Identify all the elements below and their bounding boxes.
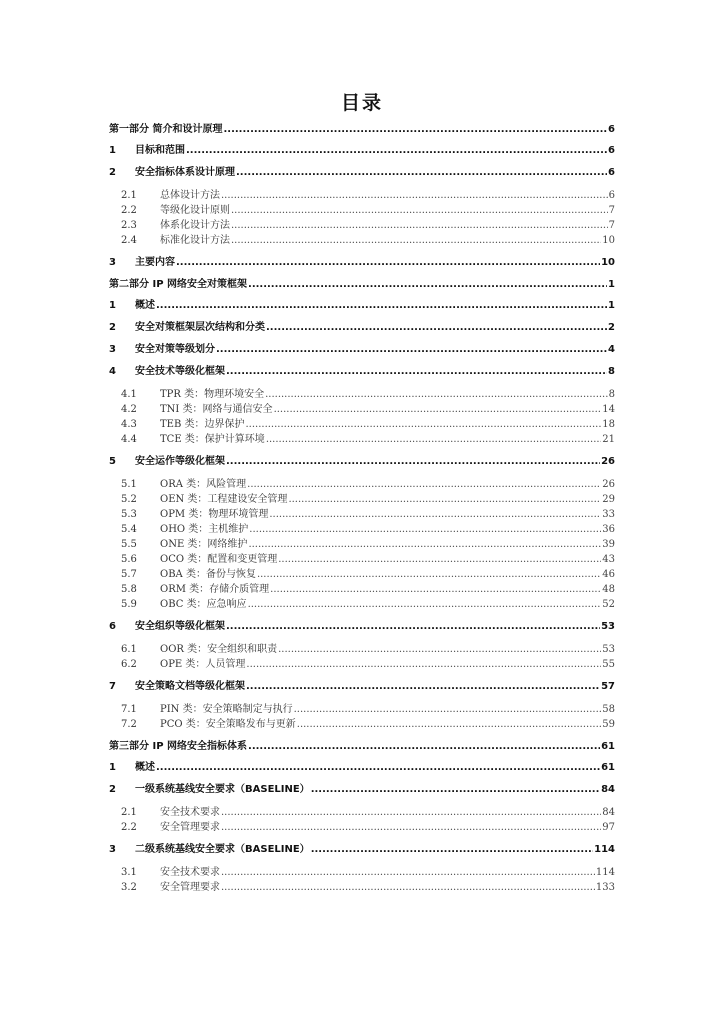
toc-entry-sec[interactable] [109, 451, 615, 473]
toc-entry-label: OEN 类：工程建设安全管理 [160, 494, 288, 505]
toc-entry-sub[interactable] [109, 567, 615, 582]
dot-leader [278, 642, 601, 657]
toc-entry-page-number: 4 [608, 344, 615, 355]
toc-entry-page-number: 6 [608, 124, 615, 135]
dot-leader [221, 880, 595, 895]
dot-leader [265, 387, 608, 402]
dot-leader [226, 616, 600, 638]
toc-entry-sub[interactable] [109, 492, 615, 507]
toc-entry-number: 4.4 [121, 434, 137, 445]
dot-leader [249, 522, 601, 537]
dot-leader [270, 582, 601, 597]
dot-leader [231, 203, 608, 218]
toc-entry-number: 4.3 [121, 419, 137, 430]
toc-entry-label: 安全对策等级划分 [135, 344, 215, 355]
toc-entry-sub[interactable] [109, 582, 615, 597]
toc-entry-label: 标准化设计方法 [160, 235, 230, 246]
toc-entry-label: 安全组织等级化框架 [135, 621, 225, 632]
toc-entry-number: 5.2 [121, 494, 137, 505]
toc-entry-label: 安全技术要求 [160, 867, 220, 878]
toc-entry-page-number: 29 [602, 494, 615, 505]
toc-entry-page-number: 61 [601, 741, 615, 752]
toc-entry-number: 2.2 [121, 205, 137, 216]
toc-entry-sub[interactable] [109, 552, 615, 567]
toc-entry-label: OHO 类：主机维护 [160, 524, 249, 535]
dot-leader [257, 567, 601, 582]
toc-entry-sub[interactable] [109, 233, 615, 248]
toc-entry-number: 2.2 [121, 822, 137, 833]
dot-leader [247, 477, 601, 492]
toc-entry-page-number: 114 [595, 867, 615, 878]
toc-entry-label: 第三部分 IP 网络安全指标体系 [109, 741, 248, 752]
toc-entry-number: 5.9 [121, 599, 137, 610]
toc-entry-sub[interactable] [109, 522, 615, 537]
dot-leader [216, 339, 607, 361]
toc-entry-sub[interactable] [109, 432, 615, 447]
toc-entry-label: 一级系统基线安全要求（BASELINE） [135, 784, 310, 795]
dot-leader [221, 188, 608, 203]
toc-entry-number: 5.1 [121, 479, 137, 490]
dot-leader [294, 702, 602, 717]
toc-entry-page-number: 18 [602, 419, 615, 430]
toc-entry-page-number: 84 [601, 784, 615, 795]
toc-entry-label: 安全对策框架层次结构和分类 [135, 322, 265, 333]
toc-entry-number: 3 [109, 344, 116, 355]
toc-entry-number: 2 [109, 784, 116, 795]
toc-entry-sec[interactable] [109, 361, 615, 383]
toc-entry-number: 5.7 [121, 569, 137, 580]
toc-entry-number: 6 [109, 621, 116, 632]
toc-entry-number: 4.1 [121, 389, 137, 400]
dot-leader [266, 432, 601, 447]
dot-leader [231, 233, 601, 248]
toc-entry-page-number: 10 [601, 257, 615, 268]
toc-entry-number: 4 [109, 366, 116, 377]
toc-entry-page-number: 6 [608, 145, 615, 156]
page-title: 目录 [340, 92, 383, 114]
toc-entry-label: TPR 类：物理环境安全 [160, 389, 265, 400]
toc-entry-sub[interactable] [109, 820, 615, 835]
dot-leader [221, 805, 601, 820]
toc-entry-page-number: 53 [601, 621, 615, 632]
toc-entry-page-number: 14 [602, 404, 615, 415]
dot-leader [186, 140, 607, 162]
toc-entry-number: 1 [109, 762, 116, 773]
toc-entry-number: 5.6 [121, 554, 137, 565]
toc-entry-sec[interactable] [109, 140, 615, 162]
toc-entry-page-number: 58 [602, 704, 615, 715]
toc-entry-label: 安全策略文档等级化框架 [135, 681, 245, 692]
toc-entry-page-number: 57 [601, 681, 615, 692]
toc-entry-page-number: 21 [602, 434, 615, 445]
toc-entry-label: 等级化设计原则 [160, 205, 230, 216]
toc-entry-number: 3.1 [121, 867, 137, 878]
toc-entry-sub[interactable] [109, 597, 615, 612]
dot-leader [236, 162, 607, 184]
toc-entry-number: 5.5 [121, 539, 137, 550]
dot-leader [226, 451, 600, 473]
toc-entry-page-number: 53 [602, 644, 615, 655]
toc-entry-label: PCO 类：安全策略发布与更新 [160, 719, 296, 730]
toc-entry-sub[interactable] [109, 642, 615, 657]
dot-leader [269, 507, 601, 522]
toc-entry-sub[interactable] [109, 477, 615, 492]
toc-entry-page-number: 46 [602, 569, 615, 580]
toc-entry-label: 安全运作等级化框架 [135, 456, 225, 467]
dot-leader [311, 779, 600, 801]
toc-entry-label: 二级系统基线安全要求（BASELINE） [135, 844, 310, 855]
toc-entry-sub[interactable] [109, 805, 615, 820]
toc-entry-number: 7.1 [121, 704, 137, 715]
toc-entry-number: 2.4 [121, 235, 137, 246]
dot-leader [176, 252, 600, 274]
toc-entry-label: 概述 [135, 762, 155, 773]
dot-leader [248, 597, 602, 612]
toc-entry-sec[interactable] [109, 339, 615, 361]
toc-entry-page-number: 6 [608, 190, 615, 201]
toc-entry-number: 6.1 [121, 644, 137, 655]
toc-entry-label: ONE 类：网络维护 [160, 539, 248, 550]
toc-entry-page-number: 48 [602, 584, 615, 595]
toc-entry-page-number: 10 [602, 235, 615, 246]
toc-entry-sec[interactable] [109, 779, 615, 801]
toc-entry-sub[interactable] [109, 537, 615, 552]
toc-entry-number: 5.3 [121, 509, 137, 520]
toc-entry-sub[interactable] [109, 880, 615, 895]
toc-entry-label: 主要内容 [135, 257, 175, 268]
toc-entry-sub[interactable] [109, 218, 615, 233]
dot-leader [288, 492, 601, 507]
dot-leader [221, 820, 601, 835]
toc-entry-number: 2.1 [121, 190, 137, 201]
dot-leader [156, 757, 600, 779]
toc-entry-number: 1 [109, 300, 116, 311]
toc-entry-page-number: 8 [608, 366, 615, 377]
dot-leader [311, 839, 593, 861]
toc-entry-number: 7 [109, 681, 116, 692]
toc-entry-label: OOR 类：安全组织和职责 [160, 644, 278, 655]
toc-entry-page-number: 61 [601, 762, 615, 773]
dot-leader [246, 417, 602, 432]
toc-entry-sec[interactable] [109, 757, 615, 779]
toc-entry-page-number: 8 [608, 389, 615, 400]
toc-entry-label: 第二部分 IP 网络安全对策框架 [109, 279, 248, 290]
toc-entry-number: 3.2 [121, 882, 137, 893]
toc-entry-sub[interactable] [109, 203, 615, 218]
toc-entry-number: 2 [109, 322, 116, 333]
toc-entry-sub[interactable] [109, 387, 615, 402]
toc-entry-label: TEB 类：边界保护 [160, 419, 245, 430]
toc-entry-page-number: 43 [602, 554, 615, 565]
dot-leader [248, 537, 601, 552]
toc-entry-sec[interactable] [109, 162, 615, 184]
toc-entry-label: OCO 类：配置和变更管理 [160, 554, 278, 565]
toc-entry-label: 目标和范围 [135, 145, 185, 156]
dot-leader [221, 865, 595, 880]
dot-leader [226, 361, 607, 383]
toc-entry-page-number: 26 [602, 479, 615, 490]
dot-leader [156, 295, 607, 317]
toc-entry-sec[interactable] [109, 676, 615, 698]
dot-leader [297, 717, 602, 732]
toc-entry-label: TNI 类：网络与通信安全 [160, 404, 273, 415]
toc-entry-label: 第一部分 简介和设计原理 [109, 124, 223, 135]
dot-leader [266, 317, 607, 339]
toc-entry-label: 安全技术等级化框架 [135, 366, 225, 377]
toc-entry-label: OBC 类：应急响应 [160, 599, 247, 610]
toc-entry-sub[interactable] [109, 188, 615, 203]
toc-entry-number: 2.3 [121, 220, 137, 231]
toc-entry-number: 3 [109, 844, 116, 855]
toc-entry-page-number: 97 [602, 822, 615, 833]
toc-entry-label: PIN 类：安全策略制定与执行 [160, 704, 293, 715]
dot-leader [248, 736, 600, 757]
toc-entry-sub[interactable] [109, 717, 615, 732]
toc-entry-page-number: 33 [602, 509, 615, 520]
toc-entry-number: 5.4 [121, 524, 137, 535]
toc-entry-label: OPM 类：物理环境管理 [160, 509, 269, 520]
toc-entry-page-number: 55 [602, 659, 615, 670]
toc-entry-page-number: 59 [602, 719, 615, 730]
toc-entry-sub[interactable] [109, 865, 615, 880]
toc-entry-number: 3 [109, 257, 116, 268]
toc-entry-sub[interactable] [109, 417, 615, 432]
toc-entry-number: 7.2 [121, 719, 137, 730]
table-of-contents [109, 119, 615, 899]
toc-entry-number: 4.2 [121, 404, 137, 415]
toc-entry-sec[interactable] [109, 295, 615, 317]
toc-entry-page-number: 26 [601, 456, 615, 467]
toc-entry-sub[interactable] [109, 402, 615, 417]
toc-entry-number: 6.2 [121, 659, 137, 670]
toc-entry-label: OPE 类：人员管理 [160, 659, 246, 670]
toc-entry-page-number: 52 [602, 599, 615, 610]
toc-entry-label: TCE 类：保护计算环境 [160, 434, 265, 445]
toc-entry-label: ORM 类：存储介质管理 [160, 584, 270, 595]
toc-entry-label: 体系化设计方法 [160, 220, 230, 231]
toc-entry-page-number: 114 [594, 844, 615, 855]
toc-entry-sec[interactable] [109, 839, 615, 861]
toc-entry-page-number: 84 [602, 807, 615, 818]
toc-entry-part[interactable] [109, 736, 615, 757]
toc-entry-label: ORA 类：风险管理 [160, 479, 247, 490]
toc-entry-label: 总体设计方法 [160, 190, 220, 201]
toc-entry-label: 安全管理要求 [160, 822, 220, 833]
toc-entry-label: OBA 类：备份与恢复 [160, 569, 256, 580]
toc-entry-sec[interactable] [109, 317, 615, 339]
toc-entry-sub[interactable] [109, 507, 615, 522]
toc-entry-label: 安全指标体系设计原理 [135, 167, 235, 178]
toc-entry-label: 概述 [135, 300, 155, 311]
dot-leader [246, 657, 601, 672]
toc-entry-number: 2.1 [121, 807, 137, 818]
toc-entry-page-number: 39 [602, 539, 615, 550]
toc-entry-page-number: 7 [608, 205, 615, 216]
toc-entry-label: 安全技术要求 [160, 807, 220, 818]
dot-leader [274, 402, 602, 417]
toc-entry-number: 5.8 [121, 584, 137, 595]
toc-entry-label: 安全管理要求 [160, 882, 220, 893]
toc-entry-page-number: 7 [608, 220, 615, 231]
toc-entry-sub[interactable] [109, 702, 615, 717]
toc-entry-sec[interactable] [109, 252, 615, 274]
toc-entry-sec[interactable] [109, 616, 615, 638]
dot-leader [248, 274, 607, 295]
toc-entry-page-number: 133 [595, 882, 615, 893]
dot-leader [231, 218, 608, 233]
toc-entry-page-number: 6 [608, 167, 615, 178]
toc-entry-page-number: 2 [608, 322, 615, 333]
toc-entry-page-number: 36 [602, 524, 615, 535]
toc-entry-number: 5 [109, 456, 116, 467]
toc-entry-page-number: 1 [608, 300, 615, 311]
toc-entry-number: 2 [109, 167, 116, 178]
dot-leader [246, 676, 600, 698]
toc-entry-page-number: 1 [608, 279, 615, 290]
toc-entry-sub[interactable] [109, 657, 615, 672]
toc-entry-part[interactable] [109, 274, 615, 295]
toc-entry-number: 1 [109, 145, 116, 156]
dot-leader [223, 119, 607, 140]
dot-leader [278, 552, 601, 567]
toc-entry-part[interactable] [109, 119, 615, 140]
